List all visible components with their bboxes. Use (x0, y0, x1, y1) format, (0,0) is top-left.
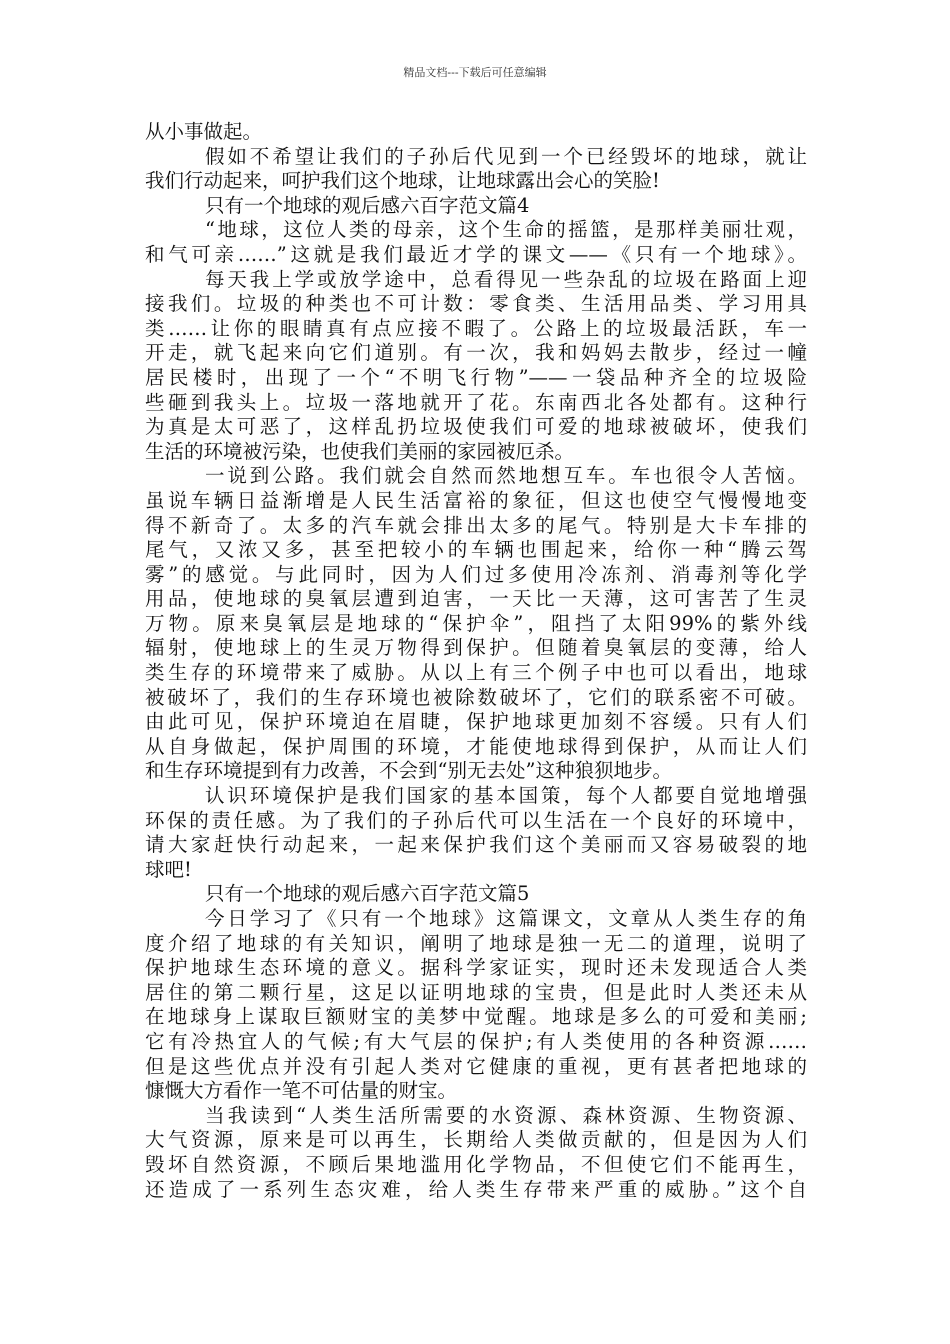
section-title-line: 只有一个地球的观后感六百字范文篇5 (205, 882, 530, 906)
text-line: 毁坏自然资源，不顾后果地滥用化学物品，不但使它们不能再生， (145, 1152, 807, 1176)
text-line: 今日学习了《只有一个地球》这篇课文，文章从人类生存的角 (205, 907, 807, 930)
text-line: 由此可见，保护环境迫在眉睫，保护地球更加刻不容缓。只有人们 (145, 710, 807, 734)
text-line: 大气资源，原来是可以再生，长期给人类做贡献的，但是因为人们 (145, 1128, 807, 1152)
text-line: 认识环境保护是我们国家的基本国策，每个人都要自觉地增强 (205, 784, 807, 808)
text-line: 度介绍了地球的有关知识，阐明了地球是独一无二的道理，说明了 (145, 931, 807, 955)
text-line: 我们行动起来，呵护我们这个地球，让地球露出会心的笑脸! (145, 169, 660, 193)
text-line: 球吧! (145, 857, 192, 881)
text-line: 居民楼时，出现了一个“不明飞行物”——一袋品种齐全的垃圾险 (145, 365, 807, 389)
text-line: 但是这些优点并没有引起人类对它健康的重视，更有甚者把地球的 (145, 1054, 807, 1078)
text-line: 从小事做起。 (145, 120, 263, 143)
page-header: 精品文档---下载后可任意编辑 (403, 66, 547, 79)
text-line: 被破坏了，我们的生存环境也被除数破坏了，它们的联系密不可破。 (145, 685, 807, 709)
text-line: “地球，这位人类的母亲，这个生命的摇篮，是那样美丽壮观， (205, 218, 807, 242)
text-line: 保护地球生态环境的意义。据科学家证实，现时还未发现适合人类 (145, 956, 807, 980)
text-line: 从自身做起，保护周围的环境，才能使地球得到保护，从而让人们 (145, 734, 807, 758)
text-line: 当我读到“人类生活所需要的水资源、森林资源、生物资源、 (205, 1103, 807, 1127)
text-line: 和气可亲……”这就是我们最近才学的课文——《只有一个地球》。 (145, 242, 807, 266)
text-line: 生活的环境被污染，也使我们美丽的家园被厄杀。 (145, 439, 575, 463)
section-title-line: 只有一个地球的观后感六百字范文篇4 (205, 193, 530, 217)
text-line: 环保的责任感。为了我们的子孙后代可以生活在一个良好的环境中， (145, 808, 807, 832)
text-line: 些砸到我头上。垃圾一落地就开了花。东南西北各处都有。这种行 (145, 390, 807, 414)
text-line: 类生存的环境带来了威胁。从以上有三个例子中也可以看出，地球 (145, 661, 807, 685)
text-line: 还造成了一系列生态灾难，给人类生存带来严重的威胁。”这个自 (145, 1177, 807, 1201)
text-line: 为真是太可恶了，这样乱扔垃圾使我们可爱的地球被破坏，使我们 (145, 415, 807, 439)
text-line: 请大家赶快行动起来，一起来保护我们这个美丽而又容易破裂的地 (145, 833, 807, 857)
text-line: 用品，使地球的臭氧层遭到迫害，一天比一天薄，这可害苦了生灵 (145, 587, 807, 611)
text-line: 雾”的感觉。与此同时，因为人们过多使用冷冻剂、消毒剂等化学 (145, 562, 807, 586)
text-line: 开走，就飞起来向它们道别。有一次，我和妈妈去散步，经过一幢 (145, 341, 807, 365)
text-line: 它有冷热宜人的气候;有大气层的保护;有人类使用的各种资源…… (145, 1029, 807, 1053)
text-line: 虽说车辆日益渐增是人民生活富裕的象征，但这也使空气慢慢地变 (145, 488, 807, 512)
text-line: 类……让你的眼睛真有点应接不暇了。公路上的垃圾最活跃，车一 (145, 316, 807, 340)
text-line: 和生存环境提到有力改善，不会到“别无去处”这种狼狈地步。 (145, 759, 672, 783)
text-line: 尾气，又浓又多，甚至把较小的车辆也围起来，给你一种“腾云驾 (145, 538, 807, 562)
text-line: 辐射，使地球上的生灵万物得到保护。但随着臭氧层的变薄，给人 (145, 636, 807, 660)
text-line: 得不新奇了。太多的汽车就会排出太多的尾气。特别是大卡车排的 (145, 513, 807, 537)
text-line: 居住的第二颗行星，这足以证明地球的宝贵，但是此时人类还未从 (145, 980, 807, 1004)
text-line: 慷慨大方看作一笔不可估量的财宝。 (145, 1079, 458, 1103)
text-line: 在地球身上谋取巨额财宝的美梦中觉醒。地球是多么的可爱和美丽; (145, 1005, 807, 1029)
text-line: 假如不希望让我们的子孙后代见到一个已经毁坏的地球，就让 (205, 144, 807, 168)
document-body (145, 120, 807, 1202)
text-line: 每天我上学或放学途中，总看得见一些杂乱的垃圾在路面上迎 (205, 267, 807, 291)
text-line: 万物。原来臭氧层是地球的“保护伞”，阻挡了太阳99%的紫外线 (145, 611, 807, 635)
text-line: 接我们。垃圾的种类也不可计数：零食类、生活用品类、学习用具 (145, 292, 807, 316)
text-line: 一说到公路。我们就会自然而然地想互车。车也很令人苦恼。 (205, 464, 807, 488)
